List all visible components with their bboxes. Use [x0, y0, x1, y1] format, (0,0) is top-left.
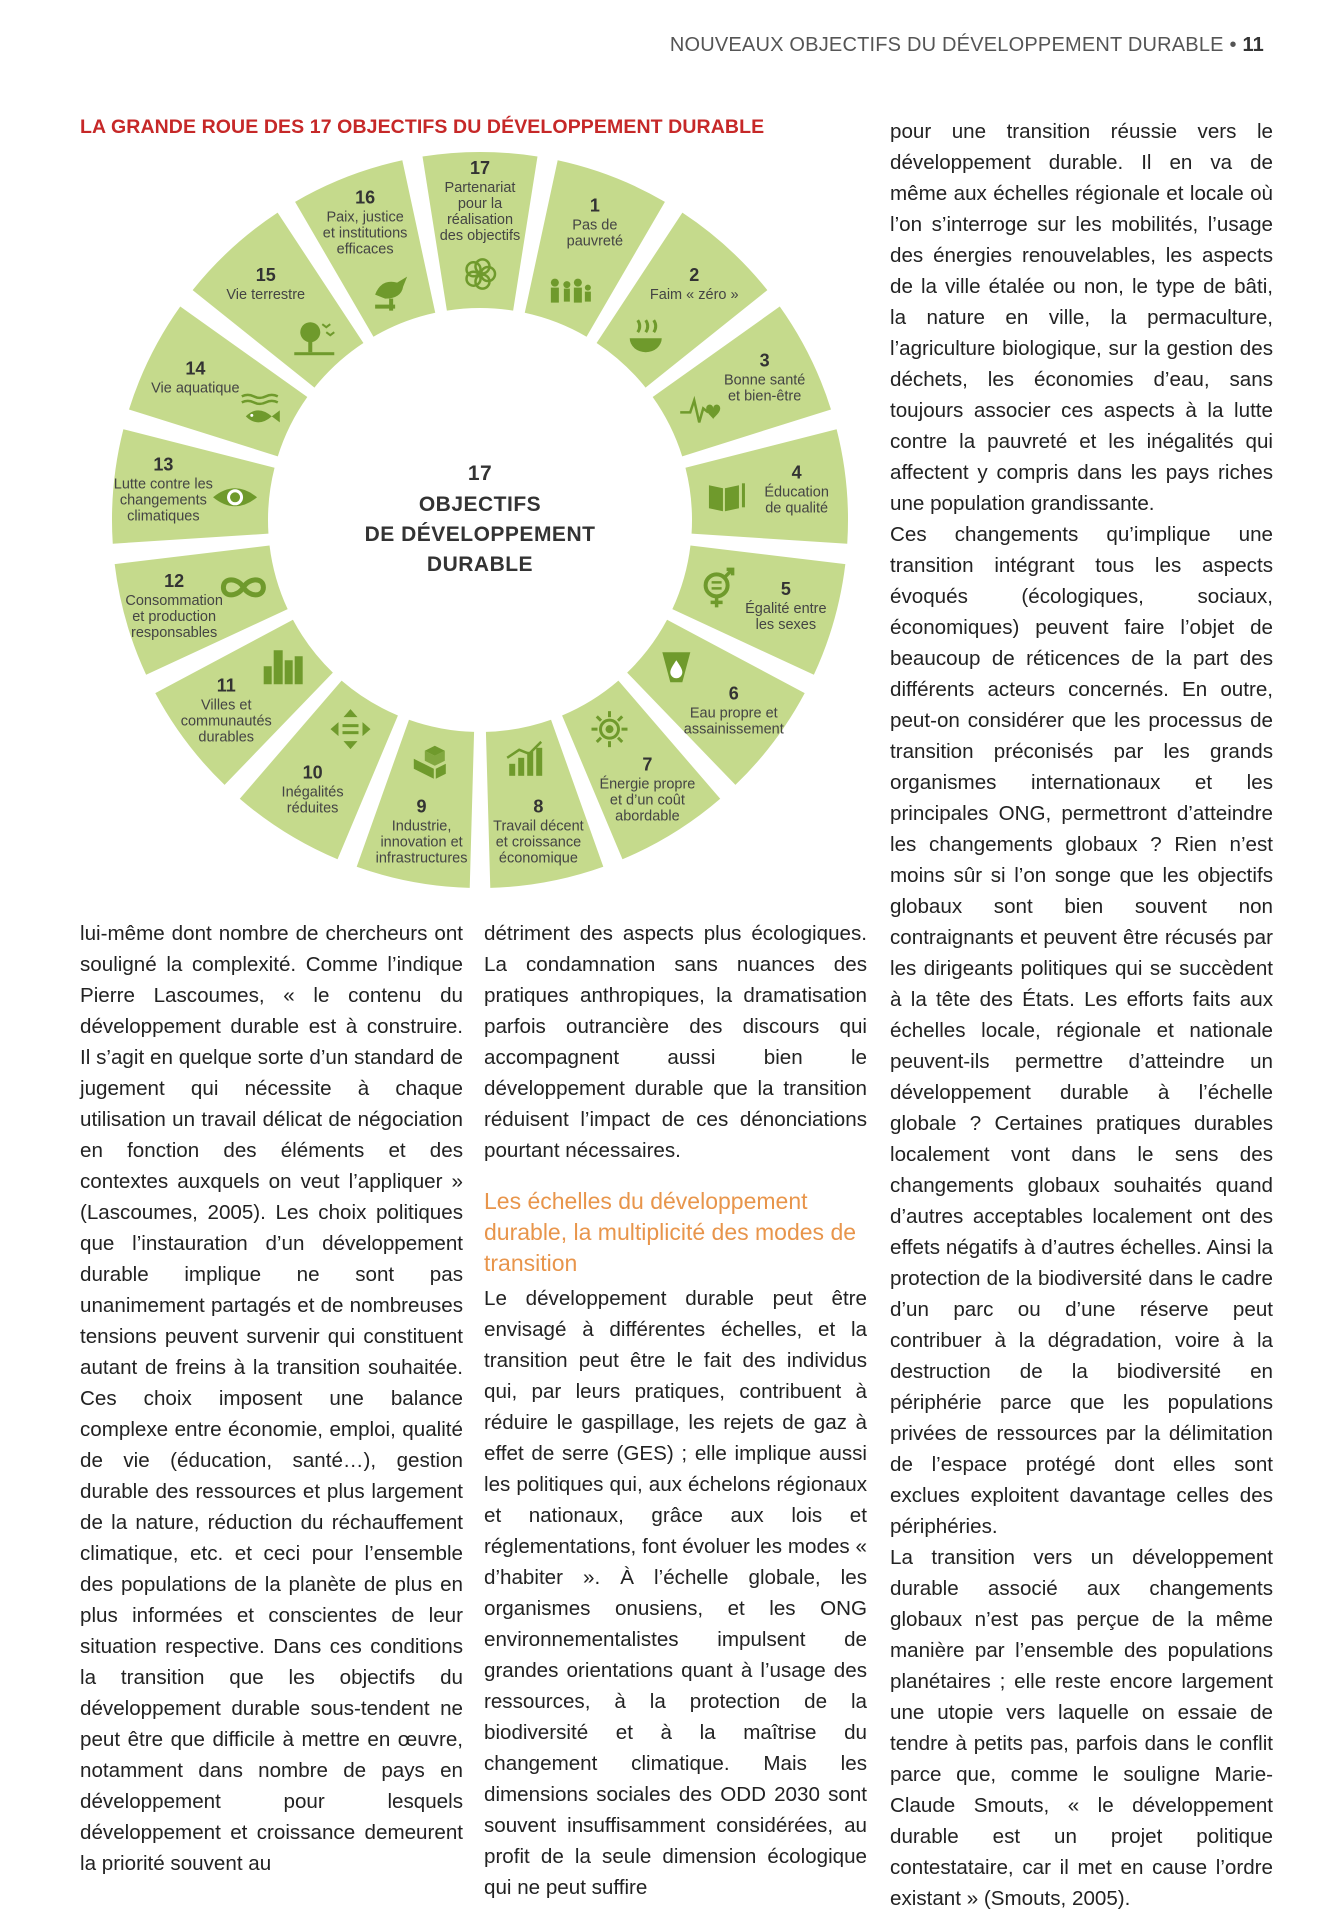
- goal-label-line: changements: [119, 492, 207, 509]
- goal-label-line: Paix, justice: [326, 209, 404, 226]
- goal-label-line: Égalité entre: [745, 601, 827, 618]
- goal-number: 17: [469, 158, 491, 178]
- goal-number: 2: [689, 264, 700, 285]
- sun-icon: [592, 711, 628, 747]
- wheel-center: [365, 462, 596, 576]
- center-line-4: DURABLE: [426, 553, 534, 576]
- running-header: [670, 34, 1264, 57]
- goal-label-line: Travail décent: [493, 818, 584, 835]
- goal-label-line: Inégalités: [281, 784, 344, 801]
- goal-label-line: Vie terrestre: [226, 286, 306, 303]
- goal-number: 12: [164, 571, 185, 592]
- goal-label-line: et bien-être: [727, 388, 802, 405]
- col2-paragraph-2: Le développement durable peut être envisagé à différentes échelles, et la transition peut être le fait des individus qui, par leurs pratiques, contribuent à réduire le gaspillage, les rejets de gaz à effet de serre (GES) ; elle implique aussi les politiques qui, aux échelons régionaux et nationaux, grâce aux lois et réglementations, font évoluer les modes « d’habiter ». À l’échelle globale, les organismes onusiens, et les ONG environnementalistes impulsent de grandes orientations quant à l’usage des ressources, à la protection de la biodiversité et à la maîtrise du changement climatique. Mais les dimensions sociales des ODD 2030 sont souvent insuffisamment considérées, au profit de la seule dimension écologique qui ne peut suffire: [484, 1287, 867, 1899]
- goal-label-line: les sexes: [755, 617, 817, 634]
- goal-label-line: pauvreté: [566, 233, 624, 250]
- goal-number: 9: [416, 796, 427, 817]
- center-line-3: DE DÉVELOPPEMENT: [364, 523, 596, 546]
- goal-number: 15: [255, 264, 276, 285]
- goal-number: 10: [302, 762, 323, 783]
- center-line-1: 17: [467, 462, 493, 485]
- goal-label-line: Consommation: [125, 593, 223, 610]
- goal-label-line: Villes et: [200, 697, 252, 714]
- goal-number: 6: [728, 683, 739, 704]
- goal-label-line: Partenariat: [444, 180, 516, 196]
- section-subheading: Les échelles du développement durable, la multiplicité des modes de transition: [484, 1188, 857, 1276]
- header-separator: •: [1229, 34, 1237, 56]
- goal-label-line: responsables: [131, 625, 218, 642]
- goal-label-line: Eau propre et: [689, 705, 778, 722]
- goal-label-line: et croissance: [495, 834, 582, 851]
- col3-paragraph-3: La transition vers un développement durable associé aux changements globaux n’est pas perçue de la même manière par l’ensemble des populations planétaires ; elle reste encore largement une utopie vers laquelle on essaie de tendre à petits pas, parfois dans le conflit parce que, comme le souligne Marie-Claude Smouts, « le développement durable est un projet politique contestataire, car il met en cause l’ordre existant » (Smouts, 2005).: [890, 1546, 1273, 1910]
- figure-title: LA GRANDE ROUE DES 17 OBJECTIFS DU DÉVELOPPEMENT DURABLE: [80, 116, 765, 138]
- goal-number: 16: [355, 187, 376, 208]
- goal-number: 13: [153, 454, 174, 475]
- col1-paragraph: lui-même dont nombre de chercheurs ont souligné la complexité. Comme l’indique Pierre Lascoumes, « le contenu du développement durable est à construire. Il s’agit en quelque sorte d’un standard de jugement qui nécessite à chaque utilisation un travail délicat de négociation en fonction des éléments et des contextes auxquels on veut l’appliquer » (Lascoumes, 2005). Les choix politiques que l’instauration d’un développement durable implique ne sont pas unanimement partagés et de nombreuses tensions peuvent survenir qui constituent autant de freins à la transition souhaitée. Ces choix imposent une balance complexe entre économie, emploi, qualité de vie (éducation, santé…), gestion durable des ressources et plus largement de la nature, réduction du réchauffement climatique, etc. et ceci pour l’ensemble des populations de la planète de plus en plus informées et conscientes de leur situation respective. Dans ces conditions la transition que les objectifs du développement durable sous-tendent ne peut être que difficile à mettre en œuvre, notamment dans nombre de pays en développement pour lesquels développement et croissance demeurent la priorité souvent au: [80, 922, 463, 1875]
- goal-label-line: assainissement: [683, 721, 784, 738]
- header-title: NOUVEAUX OBJECTIFS DU DÉVELOPPEMENT DURABLE: [669, 34, 1224, 56]
- goal-label-line: et institutions: [322, 225, 408, 242]
- goal-label-line: Industrie,: [391, 818, 452, 835]
- goal-number: 11: [216, 675, 236, 696]
- goal-number: 1: [589, 195, 600, 216]
- col2-paragraph-1: détriment des aspects plus écologiques. La condamnation sans nuances des pratiques anthropiques, la dramatisation parfois outrancière des discours qui accompagnent aussi bien le développement durable que la transition réduisent l’impact de ces dénonciations pourtant nécessaires.: [484, 922, 867, 1162]
- goal-label-line: Éducation: [764, 484, 829, 501]
- page-number: 11: [1242, 34, 1264, 56]
- goal-label-line: innovation et: [380, 834, 463, 851]
- goal-label-line: Pas de: [572, 217, 618, 234]
- text-column-3: [890, 116, 1273, 1914]
- goal-label-line: et production: [132, 609, 217, 626]
- goal-label-line: infrastructures: [375, 850, 468, 867]
- wheel-segments: [112, 152, 848, 888]
- goal-label-line: Faim « zéro »: [649, 286, 739, 303]
- goal-label-line: et d’un coût: [609, 792, 685, 809]
- goal-number: 7: [642, 754, 653, 775]
- goal-label-line: climatiques: [127, 508, 200, 525]
- goal-label-line: efficaces: [336, 241, 394, 258]
- goal-label-line: des objectifs: [439, 228, 521, 244]
- text-column-1: [80, 918, 463, 1879]
- goal-number: 8: [533, 796, 544, 817]
- goal-label-line: réalisation: [446, 212, 514, 228]
- goal-label-line: économique: [498, 850, 578, 867]
- col3-paragraph-1: pour une transition réussie vers le développement durable. Il en va de même aux échelles régionale et locale où l’on s’interroge sur les mobilités, l’usage des énergies renouvelables, les aspects de la ville étalée ou non, le type de bâti, la nature en ville, la permaculture, l’agriculture biologique, sur la gestion des déchets, les économies d’eau, sans toujours associer ces aspects à la lutte contre la pauvreté et les inégalités qui affectent y compris dans les pays riches une population grandissante.: [890, 120, 1273, 515]
- goal-number: 3: [759, 350, 770, 371]
- goal-label-line: Vie aquatique: [151, 380, 240, 397]
- goal-segment-17: [423, 152, 538, 311]
- goal-label-line: durables: [198, 729, 255, 746]
- goal-label-line: Bonne santé: [723, 372, 806, 389]
- goal-label-line: de qualité: [765, 500, 829, 517]
- goal-number: 5: [780, 579, 791, 600]
- goal-label-line: abordable: [615, 808, 680, 825]
- goal-label-line: réduites: [286, 800, 339, 817]
- text-column-2: [484, 918, 867, 1903]
- col3-paragraph-2: Ces changements qu’implique une transition intégrant tous les aspects évoqués (écologiques, sociaux, économiques) peuvent faire l’objet de beaucoup de réticences de la part des différents acteurs concernés. En outre, peut-on considérer que les processus de transition préconisés par les grands organismes internationaux et les principales ONG, permettront d’atteindre les changements globaux ? Rien n’est moins sûr si l’on songe que les objectifs globaux sont bien souvent non contraignants et peuvent être récusés par les dirigeants politiques qui se succèdent à la tête des États. Les efforts faits aux échelles locale, régionale et nationale peuvent-ils permettre d’atteindre un développement durable à l’échelle globale ? Certaines pratiques durables localement vont dans le sens des changements globaux souhaités quand d’autres acceptables localement ont des effets négatifs à d’autres échelles. Ainsi la protection de la biodiversité dans le cadre d’un parc ou d’une réserve peut contribuer à la dégradation, voire à la destruction de la biodiversité en périphérie parce que les populations privées de ressources par la délimitation de l’espace protégé dont elles sont exclues exploitent davantage celles des périphéries.: [890, 523, 1273, 1538]
- goal-label-line: pour la: [457, 196, 503, 212]
- goal-label-line: Énergie propre: [599, 776, 696, 793]
- center-line-2: OBJECTIFS: [418, 493, 542, 516]
- goal-label-line: communautés: [180, 713, 272, 730]
- goal-number: 14: [185, 358, 206, 379]
- goal-number: 4: [791, 462, 802, 483]
- sdg-wheel: [105, 150, 855, 890]
- goal-label-line: Lutte contre les: [113, 476, 213, 493]
